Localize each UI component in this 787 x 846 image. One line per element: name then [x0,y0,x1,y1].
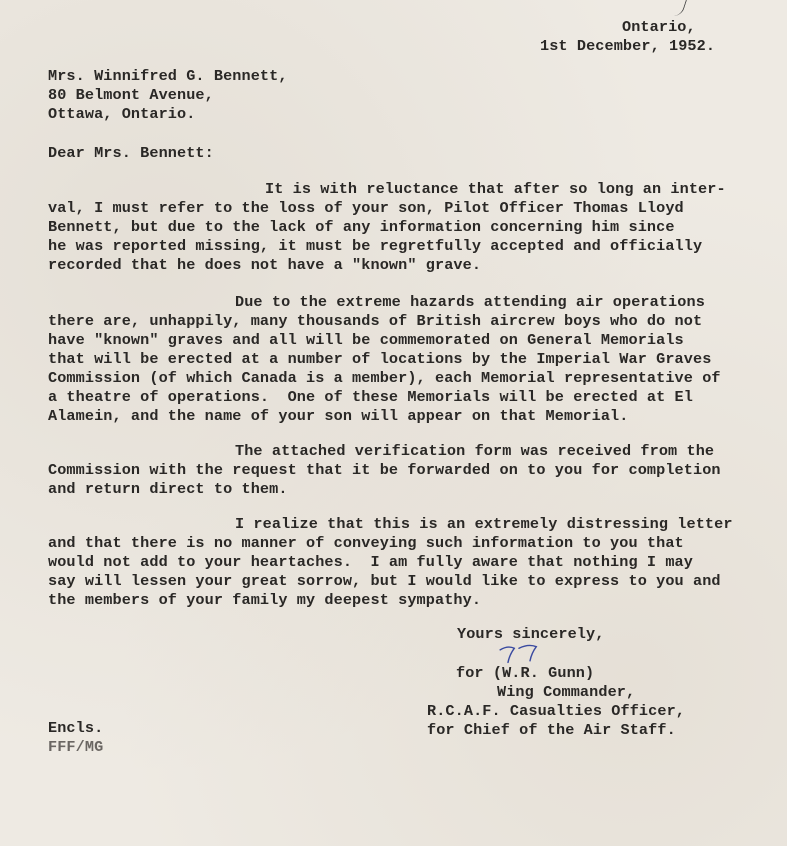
paragraph-2 [48,293,721,426]
paragraph-line: Commission (of which Canada is a member), each Memorial representative of [48,369,721,387]
paragraph-line: he was reported missing, it must be regretfully accepted and officially [48,237,703,255]
paragraph-line: a theatre of operations. One of these Memorials will be erected at El [48,388,693,406]
paragraph-line: Due to the extreme hazards attending air operations [235,293,705,311]
address-line: Ottawa, Ontario. [48,105,196,123]
paragraph-line: Alamein, and the name of your son will appear on that Memorial. [48,407,629,425]
recipient-address [48,67,288,124]
paragraph-line: The attached verification form was received from the [235,442,715,460]
address-line: Mrs. Winnifred G. Bennett, [48,67,288,85]
salutation: Dear Mrs. Bennett: [48,144,214,162]
letter-date: 1st December, 1952. [540,37,716,55]
paragraph-line: have "known" graves and all will be commemorated on General Memorials [48,331,684,349]
pen-mark [667,0,688,16]
paragraph-line: It is with reluctance that after so long an inter- [265,180,726,198]
address-line: 80 Belmont Avenue, [48,86,214,104]
signer-name: for (W.R. Gunn) [456,664,595,682]
paragraph-line: and that there is no manner of conveying such information to you that [48,534,684,552]
paragraph-1 [48,180,726,275]
paragraph-line: val, I must refer to the loss of your son, Pilot Officer Thomas Lloyd [48,199,684,217]
valediction: Yours sincerely, [457,625,605,643]
enclosures-note: Encls. [48,719,104,737]
paragraph-line: Bennett, but due to the lack of any information concerning him since [48,218,675,236]
paragraph-line: Commission with the request that it be forwarded on to you for completion [48,461,721,479]
paragraph-line: say will lessen your great sorrow, but I would like to express to you and [48,572,721,590]
paragraph-line: I realize that this is an extremely distressing letter [235,515,733,533]
signer-title: R.C.A.F. Casualties Officer, [427,702,685,720]
paragraph-line: would not add to your heartaches. I am fully aware that nothing I may [48,553,693,571]
signer-rank: Wing Commander, [497,683,636,701]
paragraph-line: there are, unhappily, many thousands of British aircrew boys who do not [48,312,703,330]
paragraph-line: recorded that he does not have a "known" grave. [48,256,482,274]
reference-initials: FFF/MG [48,738,104,756]
handwritten-signature [491,642,547,664]
signer-on-behalf: for Chief of the Air Staff. [427,721,676,739]
paragraph-line: that will be erected at a number of locations by the Imperial War Graves [48,350,712,368]
paragraph-line: the members of your family my deepest sympathy. [48,591,482,609]
paragraph-3 [48,442,721,499]
paragraph-line: and return direct to them. [48,480,288,498]
paragraph-4 [48,515,733,610]
letter-place: Ontario, [622,18,696,36]
